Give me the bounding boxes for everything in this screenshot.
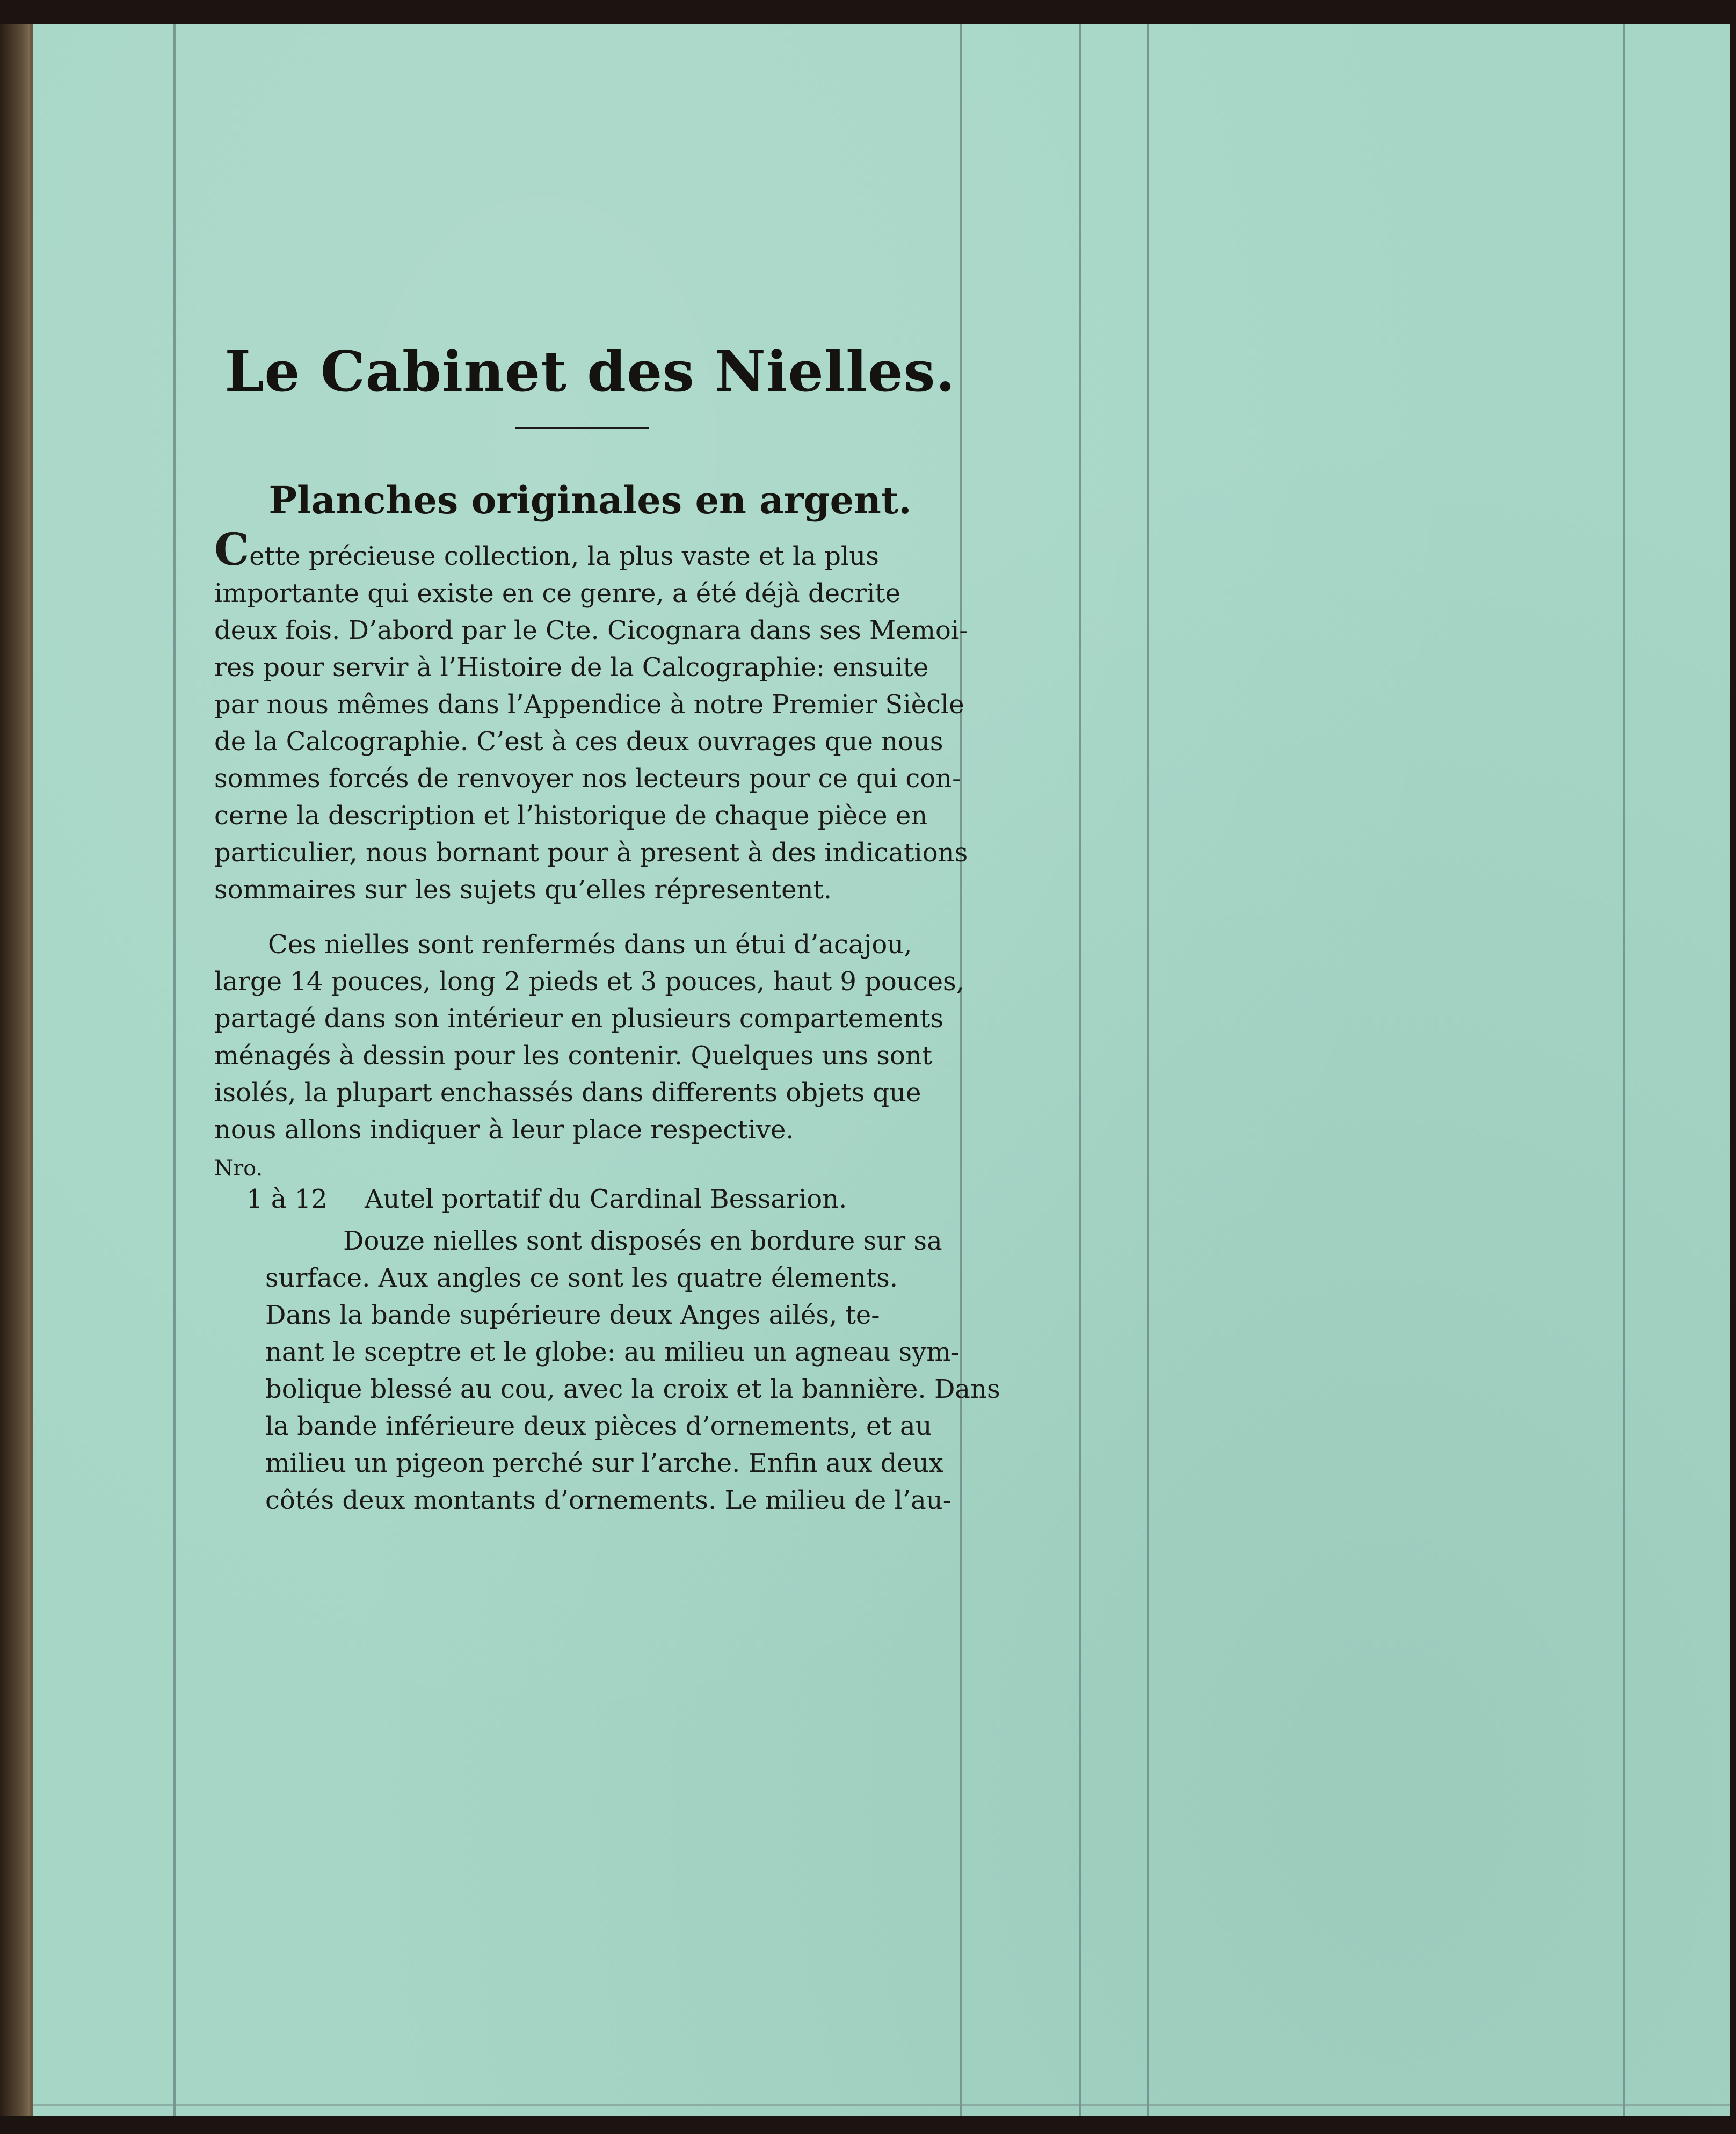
text-line: large 14 pouces, long 2 pieds et 3 pouces, haut 9 pouces,: [214, 967, 964, 997]
bottom-rule: [33, 2104, 1730, 2106]
column-rule-4: [1623, 24, 1625, 2116]
text-line: sommaires sur les sujets qu’elles répresentent.: [214, 875, 832, 905]
text-line: de la Calcographie. C’est à ces deux ouvrages que nous: [214, 727, 943, 757]
text-line: nous allons indiquer à leur place respective.: [214, 1115, 794, 1145]
book-spine-edge: [0, 24, 30, 2116]
text-line: Ces nielles sont renfermés dans un étui d’acajou,: [268, 930, 912, 960]
entry-number: 1 à 12: [246, 1184, 328, 1214]
number-column-label: Nro.: [214, 1156, 263, 1181]
second-paragraph: [214, 926, 966, 1149]
text-line: res pour servir à l’Histoire de la Calcographie: ensuite: [214, 652, 929, 683]
text-line: bolique blessé au cou, avec la croix et la bannière. Dans: [265, 1374, 1000, 1404]
text-line: cerne la description et l’historique de chaque pièce en: [214, 801, 928, 831]
title-divider: [515, 427, 649, 429]
text-line: ménagés à dessin pour les contenir. Quelques uns sont: [214, 1041, 932, 1071]
text-line: surface. Aux angles ce sont les quatre élements.: [265, 1263, 898, 1293]
entry-title: Autel portatif du Cardinal Bessarion.: [365, 1184, 847, 1214]
text-line: isolés, la plupart enchassés dans differents objets que: [214, 1078, 921, 1108]
column-rule-3: [1147, 24, 1149, 2116]
text-line: milieu un pigeon perché sur l’arche. Enfin aux deux: [265, 1448, 943, 1478]
text-line: particulier, nous bornant pour à present à des indications: [214, 838, 968, 868]
text-line: côtés deux montants d’ornements. Le milieu de l’au-: [265, 1485, 951, 1515]
intro-paragraph: [214, 524, 968, 909]
text-line: importante qui existe en ce genre, a été déjà decrite: [214, 578, 901, 608]
drop-cap: C: [214, 524, 250, 576]
column-rule-left: [173, 24, 176, 2116]
text-line: nant le sceptre et le globe: au milieu un agneau sym-: [265, 1337, 960, 1367]
text-line: Douze nielles sont disposés en bordure sur sa: [343, 1226, 942, 1256]
text-line: la bande inférieure deux pièces d’ornements, et au: [265, 1411, 932, 1441]
column-rule-2: [1079, 24, 1081, 2116]
text-line: par nous mêmes dans l’Appendice à notre Premier Siècle: [214, 689, 964, 720]
text-line: partagé dans son intérieur en plusieurs compartements: [214, 1004, 943, 1034]
page: [30, 24, 1730, 2116]
section-subtitle: Planches originales en argent.: [268, 478, 912, 522]
text-line: sommes forcés de renvoyer nos lecteurs pour ce qui con-: [214, 764, 961, 794]
entry-description: [265, 1223, 1000, 1519]
page-title: Le Cabinet des Nielles.: [224, 338, 956, 404]
text-line: Dans la bande supérieure deux Anges ailés, te-: [265, 1300, 880, 1330]
text-line: deux fois. D’abord par le Cte. Cicognara dans ses Memoi-: [214, 615, 968, 645]
text-line: Cette précieuse collection, la plus vaste et la plus: [214, 524, 879, 576]
